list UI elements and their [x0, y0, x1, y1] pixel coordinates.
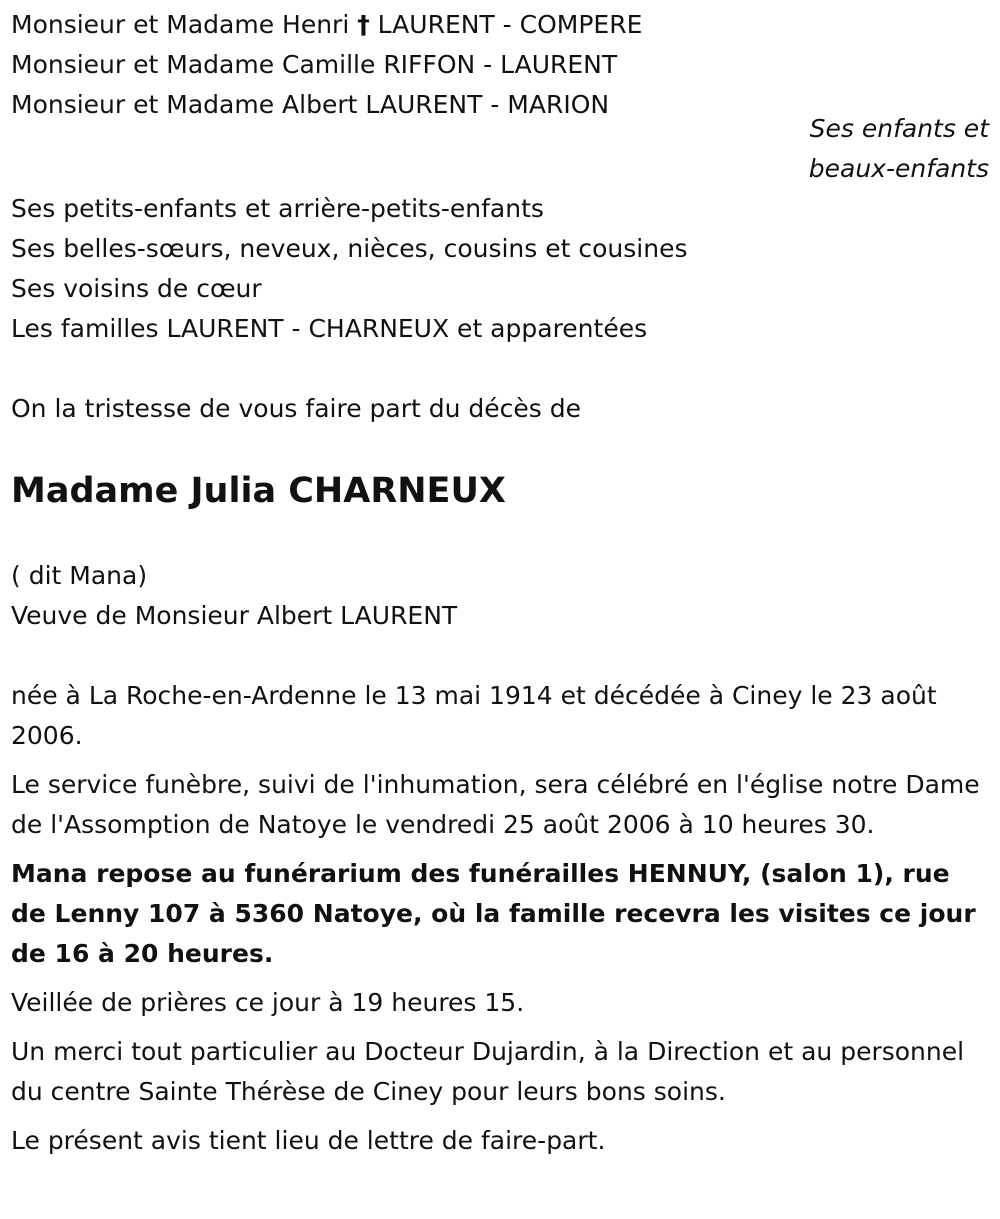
relative-line-neighbours: Ses voisins de cœur [11, 274, 262, 303]
closing-paragraph: Le présent avis tient lieu de lettre de faire-part. [11, 1126, 606, 1155]
thanks-paragraph: Un merci tout particulier au Docteur Dujardin, à la Direction et au personnel du centre Sainte Thérèse de Ciney pour leurs bons soins. [11, 1037, 965, 1106]
relative-text: LAURENT - COMPERE [369, 10, 643, 39]
relative-line-families: Les familles LAURENT - CHARNEUX et apparentées [11, 314, 648, 343]
obituary-notice [11, 5, 989, 1161]
relative-line-henri [11, 5, 989, 45]
relative-line-camille: Monsieur et Madame Camille RIFFON - LAURENT [11, 50, 618, 79]
deceased-name: Madame Julia CHARNEUX [11, 471, 506, 511]
birth-death-paragraph: née à La Roche-en-Ardenne le 13 mai 1914 et décédée à Ciney le 23 août 2006. [11, 681, 937, 750]
children-label-line: beaux-enfants [808, 154, 989, 183]
children-label [809, 109, 989, 189]
cross-icon: † [357, 10, 370, 39]
other-relatives [11, 189, 989, 349]
announcement-intro: On la tristesse de vous faire part du décès de [11, 394, 581, 423]
widow-of: Veuve de Monsieur Albert LAURENT [11, 601, 458, 630]
vigil-paragraph: Veillée de prières ce jour à 19 heures 15. [11, 988, 525, 1017]
children-label-line: Ses enfants et [809, 114, 989, 143]
funerarium-paragraph: Mana repose au funérarium des funérailles HENNUY, (salon 1), rue de Lenny 107 à 5360 Natoye, où la famille recevra les visites ce jour de 16 à 20 heures. [11, 859, 976, 968]
relative-line-albert: Monsieur et Madame Albert LAURENT - MARION [11, 90, 610, 119]
relative-text: Monsieur et Madame Henri [11, 10, 358, 39]
relatives-block [11, 5, 989, 349]
deceased-nickname: ( dit Mana) [11, 561, 148, 590]
relative-line-extended-family: Ses belles-sœurs, neveux, nièces, cousins et cousines [11, 234, 688, 263]
relative-line-grandchildren: Ses petits-enfants et arrière-petits-enfants [11, 194, 544, 223]
service-paragraph: Le service funèbre, suivi de l'inhumation, sera célébré en l'église notre Dame de l'Assomption de Natoye le vendredi 25 août 2006 à 10 heures 30. [11, 770, 980, 839]
